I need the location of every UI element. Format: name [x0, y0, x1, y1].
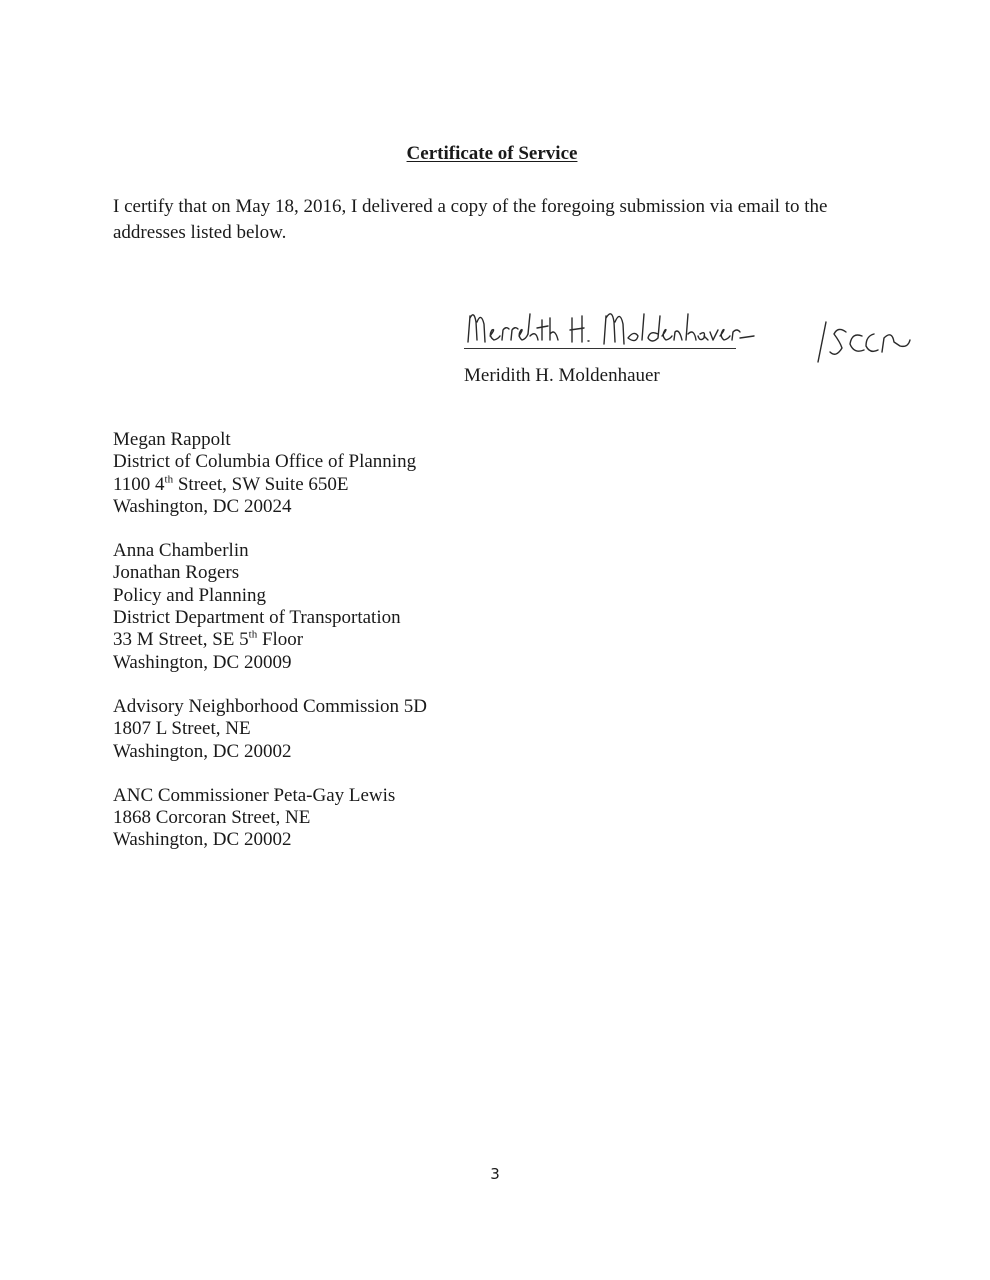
recipient-address: [113, 785, 613, 852]
address-line: Megan Rappolt: [113, 429, 231, 450]
document-title: Certificate of Service: [406, 143, 578, 164]
address-line: Washington, DC 20002: [113, 829, 292, 851]
address-line: Advisory Neighborhood Commission 5D: [113, 695, 428, 717]
address-line: District of Columbia Office of Planning: [113, 451, 417, 473]
address-line: District Department of Transportation: [113, 607, 401, 629]
address-street: 1100 4th Street, SW Suite 650E: [113, 473, 349, 495]
recipient-address: [113, 696, 613, 763]
recipient-list: [113, 429, 613, 874]
address-line: Anna Chamberlin: [113, 540, 249, 562]
address-line: ANC Commissioner Peta-Gay Lewis: [113, 784, 396, 806]
address-line: 1807 L Street, NE: [113, 718, 251, 740]
address-line: Washington, DC 20002: [113, 740, 292, 762]
address-line: 1868 Corcoran Street, NE: [113, 807, 311, 829]
certification-statement: I certify that on May 18, 2016, I delivered a copy of the foregoing submission via email to the addresses listed below.: [113, 196, 828, 243]
address-city: Washington, DC 20024: [113, 495, 292, 517]
address-city: Washington, DC 20009: [113, 651, 292, 673]
signer-name: Meridith H. Moldenhauer: [464, 365, 660, 386]
page-number: 3: [490, 1165, 500, 1183]
address-street: 33 M Street, SE 5th Floor: [113, 629, 304, 651]
recipient-address: [113, 540, 613, 674]
address-line: Policy and Planning: [113, 584, 267, 606]
signature-line: [464, 348, 736, 349]
recipient-address: [113, 429, 613, 518]
address-line: Jonathan Rogers: [113, 562, 240, 584]
